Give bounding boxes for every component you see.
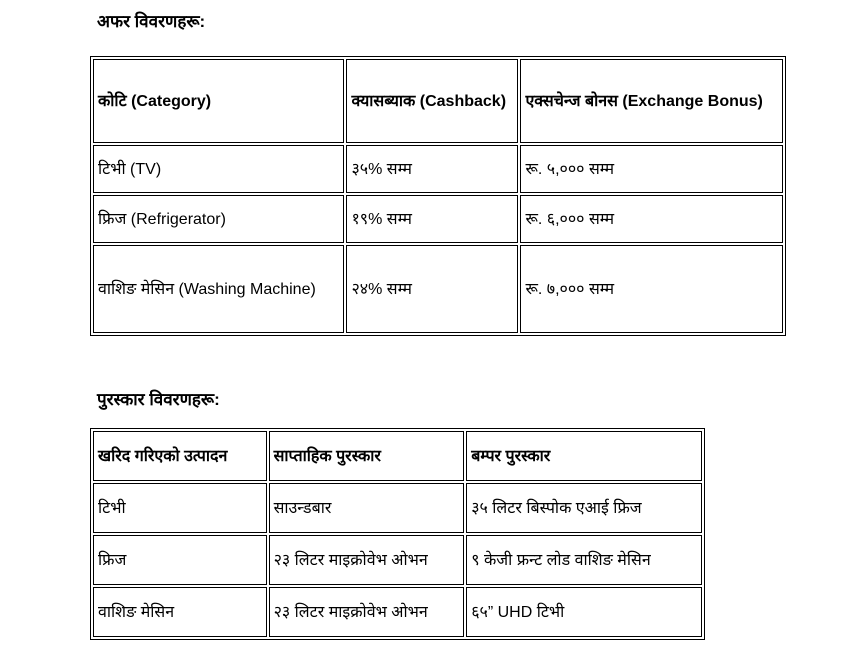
offers-cell-washing-bonus: रू. ७,००० सम्म <box>520 245 783 333</box>
offers-cell-washing-category: वाशिङ मेसिन (Washing Machine) <box>93 245 344 333</box>
offers-cell-fridge-bonus: रू. ६,००० सम्म <box>520 195 783 243</box>
offers-table <box>90 56 786 336</box>
offers-header-category: कोटि (Category) <box>93 59 344 143</box>
offers-header-row <box>93 59 783 143</box>
prizes-cell-fridge-weekly: २३ लिटर माइक्रोवेभ ओभन <box>269 535 465 585</box>
offers-header-cashback: क्यासब्याक (Cashback) <box>346 59 518 143</box>
offers-cell-tv-cashback: ३५% सम्म <box>346 145 518 193</box>
prizes-cell-tv-weekly: साउन्डबार <box>269 483 465 533</box>
offers-cell-fridge-category: फ्रिज (Refrigerator) <box>93 195 344 243</box>
prizes-header-product: खरिद गरिएको उत्पादन <box>93 431 267 481</box>
prizes-header-bumper-prize: बम्पर पुरस्कार <box>466 431 702 481</box>
prizes-table <box>90 428 705 640</box>
offers-cell-fridge-cashback: १९% सम्म <box>346 195 518 243</box>
prizes-header-weekly-prize: साप्ताहिक पुरस्कार <box>269 431 465 481</box>
prizes-cell-washing-weekly: २३ लिटर माइक्रोवेभ ओभन <box>269 587 465 637</box>
offers-cell-washing-cashback: २४% सम्म <box>346 245 518 333</box>
prizes-section-heading: पुरस्कार विवरणहरू: <box>97 390 220 409</box>
offers-row-washing-machine <box>93 245 783 333</box>
offers-cell-tv-bonus: रू. ५,००० सम्म <box>520 145 783 193</box>
prizes-cell-tv-product: टिभी <box>93 483 267 533</box>
prizes-row-fridge <box>93 535 702 585</box>
prizes-cell-fridge-product: फ्रिज <box>93 535 267 585</box>
prizes-cell-washing-bumper: ६५” UHD टिभी <box>466 587 702 637</box>
prizes-cell-washing-product: वाशिङ मेसिन <box>93 587 267 637</box>
offers-header-exchange-bonus: एक्सचेन्ज बोनस (Exchange Bonus) <box>520 59 783 143</box>
offers-row-tv <box>93 145 783 193</box>
prizes-cell-tv-bumper: ३५ लिटर बिस्पोक एआई फ्रिज <box>466 483 702 533</box>
prizes-cell-fridge-bumper: ९ केजी फ्रन्ट लोड वाशिङ मेसिन <box>466 535 702 585</box>
offers-row-refrigerator <box>93 195 783 243</box>
offers-cell-tv-category: टिभी (TV) <box>93 145 344 193</box>
prizes-row-tv <box>93 483 702 533</box>
offers-section-heading: अफर विवरणहरू: <box>97 12 206 31</box>
prizes-row-washing-machine <box>93 587 702 637</box>
prizes-header-row <box>93 431 702 481</box>
